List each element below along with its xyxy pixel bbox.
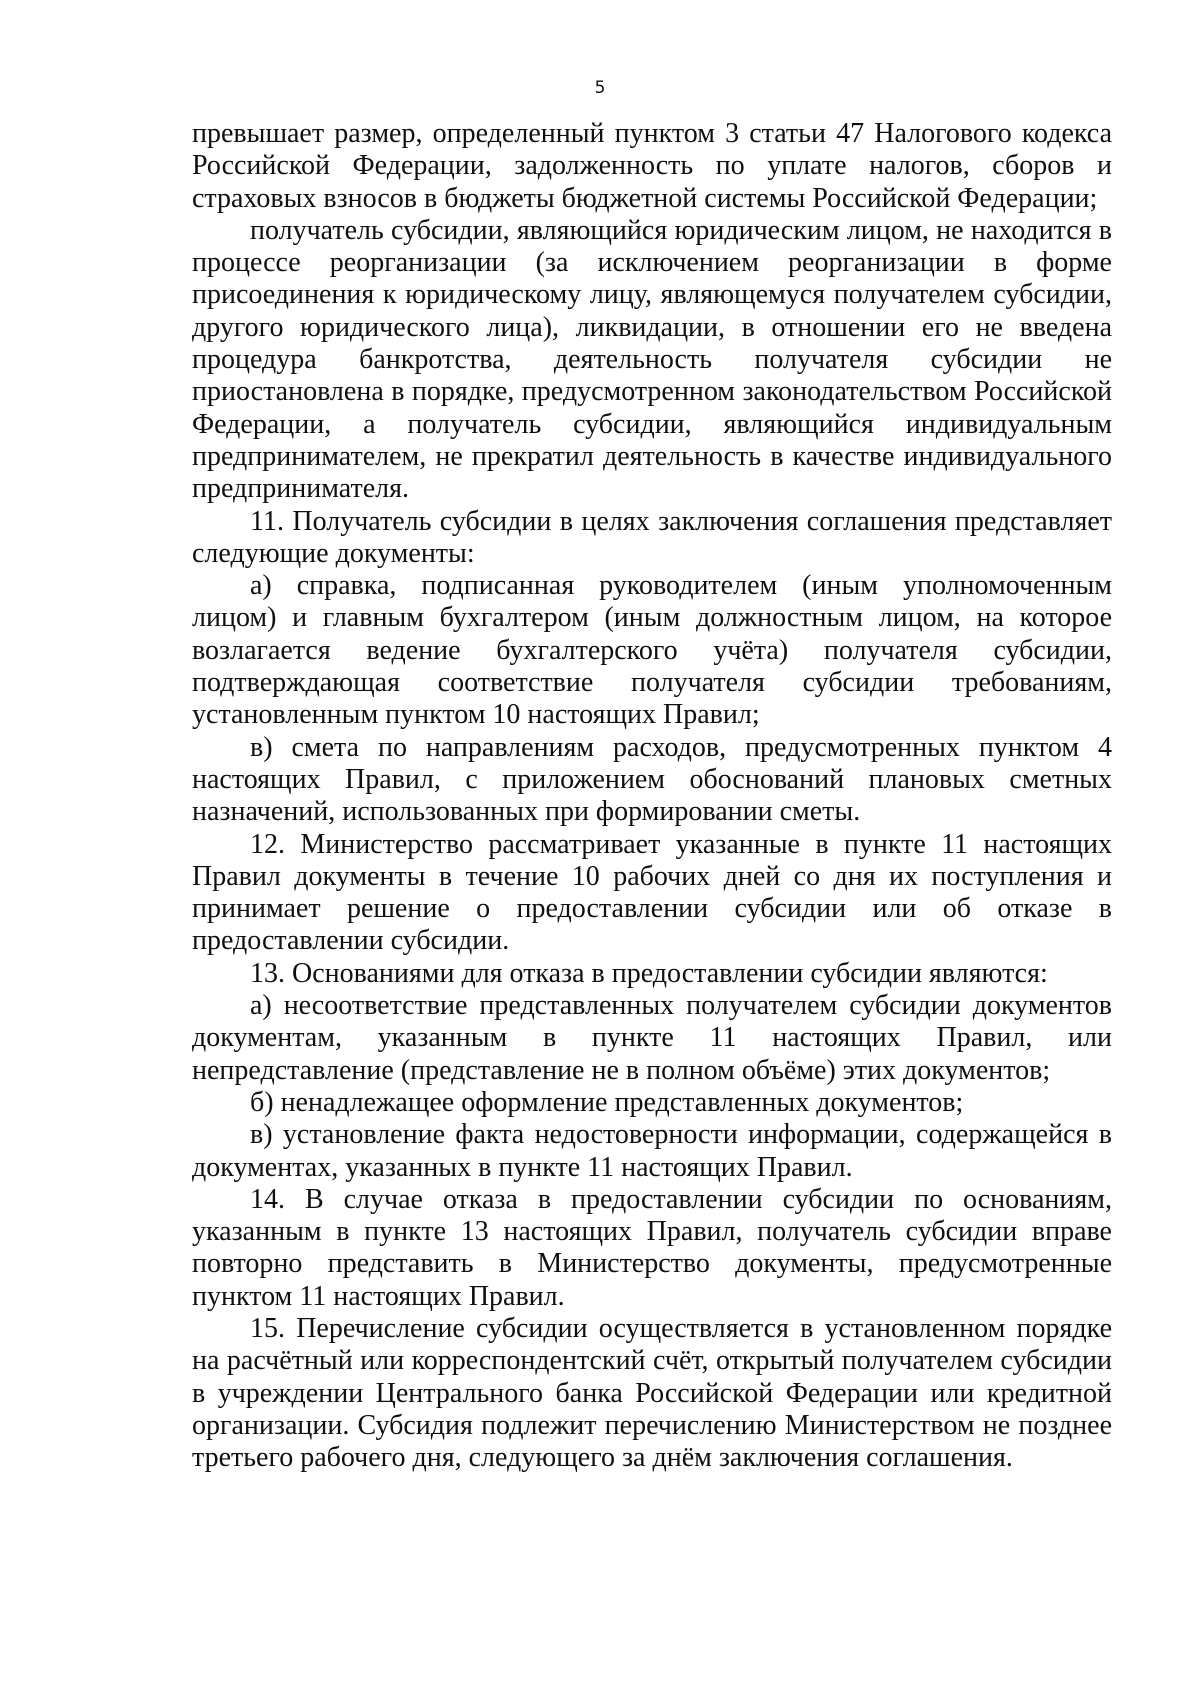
document-body bbox=[192, 118, 1112, 1474]
paragraph-12: 12. Министерство рассматривает указанные в пункте 11 настоящих Правил документы в течение 10 рабочих дней со дня их поступления и принимает решение о предоставлении субсидии или об отказе в предоставлении субсидии. bbox=[192, 828, 1112, 957]
paragraph-13-a: а) несоответствие представленных получателем субсидии документов документам, указанным в пункте 11 настоящих Правил, или непредставление (представление не в полном объёме) этих документов; bbox=[192, 990, 1112, 1086]
paragraph-legal-entity-status: получатель субсидии, являющийся юридическим лицом, не находится в процессе реорганизации (за исключением реорганизации в форме присоединения к юридическому лицу, являющемуся получателем субсидии, другого юридического лица), ликвидации, в отношении его не введена процедура банкротства, деятельность получателя субсидии не приостановлена в порядке, предусмотренном законодательством Российской Федерации, а получатель субсидии, являющийся индивидуальным предпринимателем, не прекратил деятельность в качестве индивидуального предпринимателя. bbox=[192, 214, 1112, 505]
paragraph-13: 13. Основаниями для отказа в предоставлении субсидии являются: bbox=[250, 957, 1048, 989]
paragraph-11-v: в) смета по направлениям расходов, предусмотренных пунктом 4 настоящих Правил, с приложением обоснований плановых сметных назначений, использованных при формировании сметы. bbox=[192, 731, 1112, 828]
paragraph-11: 11. Получатель субсидии в целях заключения соглашения представляет следующие документы: bbox=[192, 505, 1112, 569]
paragraph-13-b: б) ненадлежащее оформление представленных документов; bbox=[250, 1086, 964, 1118]
paragraph-11-a: а) справка, подписанная руководителем (иным уполномоченным лицом) и главным бухгалтером (иным должностным лицом, на которое возлагается ведение бухгалтерского учёта) получателя субсидии, подтверждающая соответствие получателя субсидии требованиям, установленным пунктом 10 настоящих Правил; bbox=[192, 570, 1112, 731]
paragraph-continuation: превышает размер, определенный пунктом 3 статьи 47 Налогового кодекса Российской Федерации, задолженность по уплате налогов, сборов и страховых взносов в бюджеты бюджетной системы Российской Федерации; bbox=[192, 118, 1112, 214]
paragraph-15: 15. Перечисление субсидии осуществляется в установленном порядке на расчётный или корреспондентский счёт, открытый получателем субсидии в учреждении Центрального банка Российской Федерации или кредитной организации. Субсидия подлежит перечислению Министерством не позднее третьего рабочего дня, следующего за днём заключения соглашения. bbox=[192, 1312, 1112, 1474]
paragraph-14: 14. В случае отказа в предоставлении субсидии по основаниям, указанным в пункте 13 настоящих Правил, получатель субсидии вправе повторно представить в Министерство документы, предусмотренные пунктом 11 настоящих Правил. bbox=[192, 1183, 1112, 1312]
page-number: 5 bbox=[594, 78, 606, 98]
paragraph-13-v: в) установление факта недостоверности информации, содержащейся в документах, указанных в пункте 11 настоящих Правил. bbox=[192, 1119, 1112, 1183]
